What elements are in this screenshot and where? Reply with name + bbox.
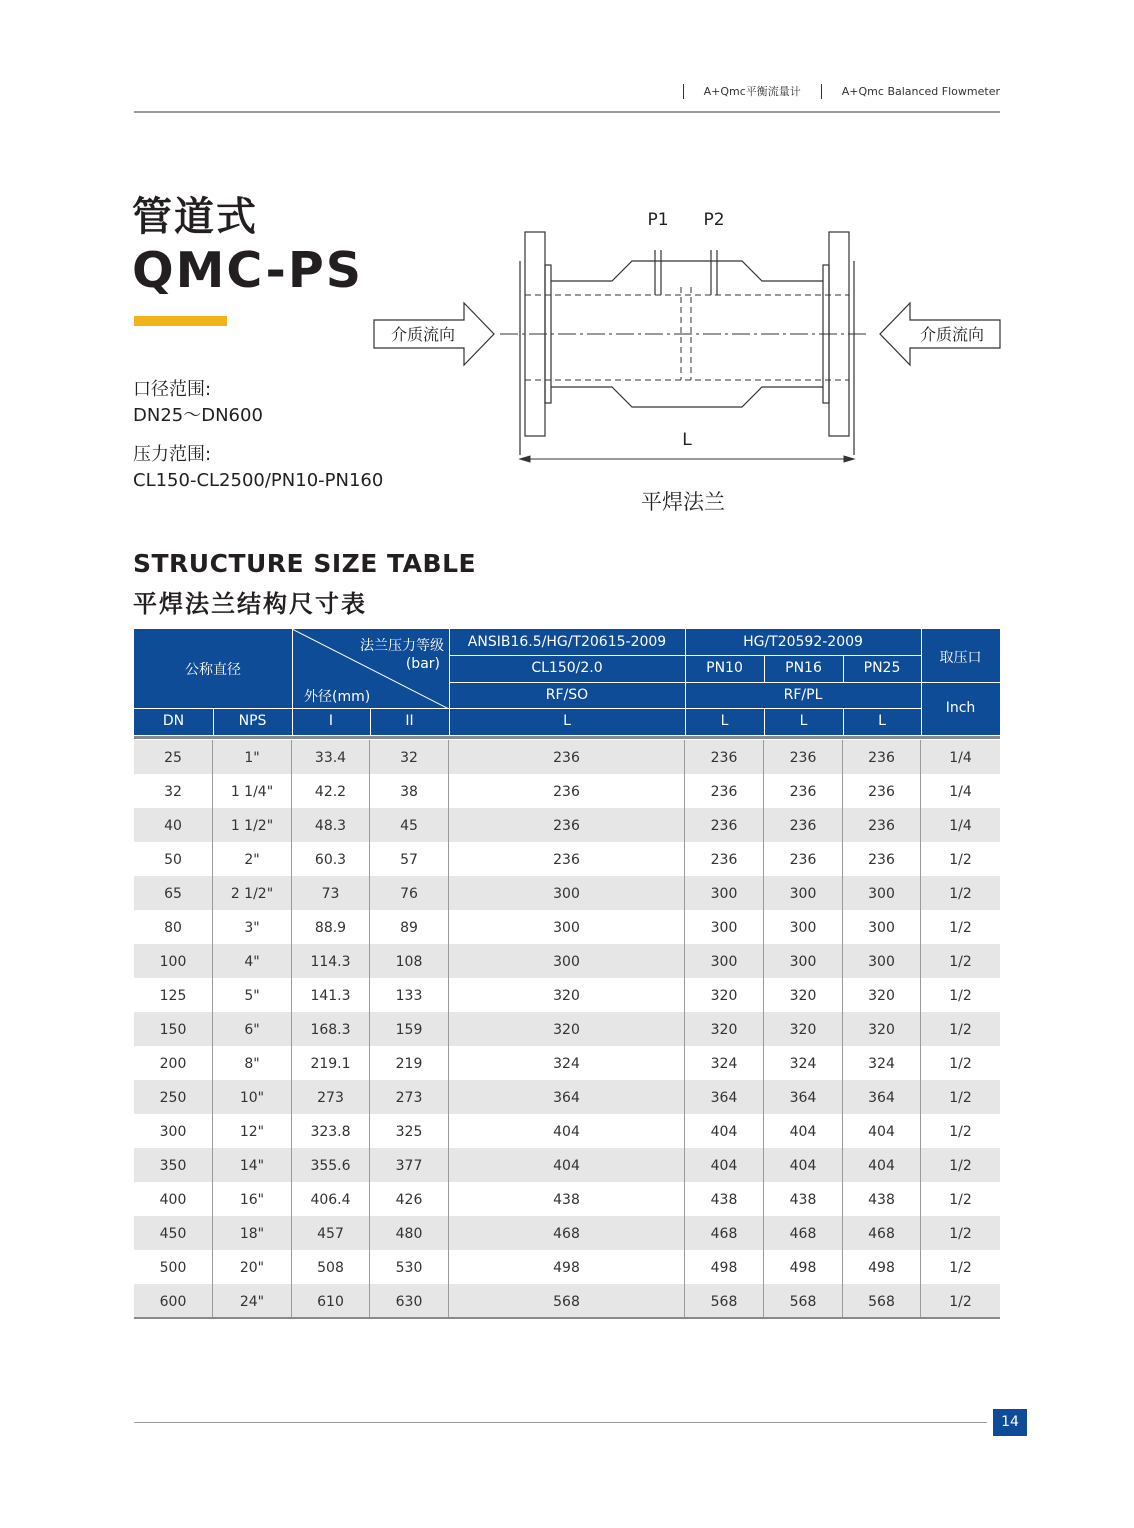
cell-l-pn25: 236 bbox=[843, 774, 921, 808]
th-nominal: 公称直径 bbox=[185, 662, 241, 678]
cell-l-pn25: 364 bbox=[843, 1080, 921, 1114]
cell-l-pn16: 324 bbox=[764, 1046, 843, 1080]
cell-dn: 100 bbox=[134, 944, 213, 978]
cell-dn: 450 bbox=[134, 1216, 213, 1250]
section-title-en: STRUCTURE SIZE TABLE bbox=[133, 549, 477, 578]
th-d1: I bbox=[328, 713, 334, 729]
cell-od-2: 325 bbox=[370, 1114, 449, 1148]
cell-l-pn16: 364 bbox=[764, 1080, 843, 1114]
cell-dn: 350 bbox=[134, 1148, 213, 1182]
cell-dn: 200 bbox=[134, 1046, 213, 1080]
cell-od-2: 530 bbox=[370, 1250, 449, 1284]
cell-od-1: 219.1 bbox=[292, 1046, 370, 1080]
cell-nps: 2" bbox=[213, 842, 292, 876]
cell-l-pn16: 568 bbox=[764, 1284, 843, 1318]
label-p2: P2 bbox=[703, 210, 725, 230]
cell-dn: 80 bbox=[134, 910, 213, 944]
cell-tap: 1/4 bbox=[949, 750, 972, 766]
cell-od-1: 508 bbox=[292, 1250, 370, 1284]
cell-tap: 1/2 bbox=[949, 1124, 972, 1140]
footer-rule bbox=[134, 1422, 987, 1423]
label-flow-left: 介质流向 bbox=[390, 325, 456, 344]
cell-l-pn25: 438 bbox=[843, 1182, 921, 1216]
cell-tap: 1/2 bbox=[949, 1260, 972, 1276]
cell-l-pn16: 404 bbox=[764, 1114, 843, 1148]
table-row bbox=[134, 1182, 1000, 1216]
cell-l-pn10: 498 bbox=[685, 1250, 764, 1284]
cell-tap: 1/2 bbox=[949, 1192, 972, 1208]
cell-od-1: 610 bbox=[292, 1284, 370, 1318]
header-rule bbox=[134, 111, 1000, 113]
cell-l-pn10: 320 bbox=[685, 1012, 764, 1046]
cell-l-pn16: 468 bbox=[764, 1216, 843, 1250]
cell-od-2: 159 bbox=[370, 1012, 449, 1046]
cell-dn: 300 bbox=[134, 1114, 213, 1148]
page-title-model: QMC-PS bbox=[132, 242, 364, 299]
table-row bbox=[134, 1250, 1000, 1284]
table-row bbox=[134, 876, 1000, 910]
cell-l-pn10: 468 bbox=[685, 1216, 764, 1250]
cell-l-pn16: 300 bbox=[764, 910, 843, 944]
cell-od-1: 355.6 bbox=[292, 1148, 370, 1182]
th-outer-dia: 外径(mm) bbox=[304, 689, 371, 705]
cell-tap: 1/4 bbox=[949, 784, 972, 800]
table-bottom-rule bbox=[134, 1317, 1000, 1319]
cell-od-1: 457 bbox=[292, 1216, 370, 1250]
cell-dn: 600 bbox=[134, 1284, 213, 1318]
cell-nps: 4" bbox=[213, 944, 292, 978]
cell-l-pn16: 320 bbox=[764, 1012, 843, 1046]
cell-l-pn10: 300 bbox=[685, 944, 764, 978]
cell-l-pn25: 236 bbox=[843, 842, 921, 876]
table-top-rule bbox=[134, 736, 1000, 739]
cell-nps: 12" bbox=[213, 1114, 292, 1148]
cell-tap: 1/2 bbox=[949, 1090, 972, 1106]
cell-l-pn10: 568 bbox=[685, 1284, 764, 1318]
cell-l-pn10: 300 bbox=[685, 876, 764, 910]
cell-l-ansi: 320 bbox=[449, 978, 685, 1012]
cell-od-2: 108 bbox=[370, 944, 449, 978]
th-nps: NPS bbox=[238, 713, 267, 729]
th-bar: (bar) bbox=[405, 656, 440, 672]
table-body bbox=[134, 740, 1000, 1318]
cell-od-1: 48.3 bbox=[292, 808, 370, 842]
pressure-value: CL150-CL2500/PN10-PN160 bbox=[133, 470, 384, 491]
pipe-body-top bbox=[551, 261, 823, 281]
cell-l-pn25: 498 bbox=[843, 1250, 921, 1284]
pipe-body-bottom bbox=[551, 387, 823, 407]
cell-dn: 65 bbox=[134, 876, 213, 910]
cell-tap: 1/2 bbox=[949, 1056, 972, 1072]
cell-dn: 25 bbox=[134, 740, 213, 774]
cell-l-pn16: 236 bbox=[764, 842, 843, 876]
cell-od-1: 273 bbox=[292, 1080, 370, 1114]
cell-l-ansi: 364 bbox=[449, 1080, 685, 1114]
th-ansi-face: RF/SO bbox=[545, 687, 589, 703]
cell-od-2: 480 bbox=[370, 1216, 449, 1250]
cell-l-pn16: 498 bbox=[764, 1250, 843, 1284]
cell-od-1: 114.3 bbox=[292, 944, 370, 978]
table-row bbox=[134, 910, 1000, 944]
cell-l-pn10: 300 bbox=[685, 910, 764, 944]
cell-nps: 6" bbox=[213, 1012, 292, 1046]
cell-l-pn25: 404 bbox=[843, 1114, 921, 1148]
th-flange-pressure: 法兰压力等级 bbox=[360, 638, 444, 654]
cell-l-ansi: 236 bbox=[449, 740, 685, 774]
label-flow-right: 介质流向 bbox=[919, 325, 985, 344]
cell-l-pn16: 236 bbox=[764, 774, 843, 808]
cell-l-pn10: 438 bbox=[685, 1182, 764, 1216]
cell-l-pn16: 438 bbox=[764, 1182, 843, 1216]
pressure-label: 压力范围: bbox=[133, 444, 212, 465]
bore-label: 口径范围: bbox=[133, 379, 212, 400]
cell-od-1: 42.2 bbox=[292, 774, 370, 808]
cell-dn: 125 bbox=[134, 978, 213, 1012]
cell-dn: 250 bbox=[134, 1080, 213, 1114]
cell-l-ansi: 438 bbox=[449, 1182, 685, 1216]
cell-l-ansi: 468 bbox=[449, 1216, 685, 1250]
th-l-ansi: L bbox=[563, 713, 571, 729]
cell-l-ansi: 300 bbox=[449, 944, 685, 978]
cell-tap: 1/2 bbox=[949, 886, 972, 902]
cell-l-pn25: 468 bbox=[843, 1216, 921, 1250]
cell-l-pn16: 320 bbox=[764, 978, 843, 1012]
th-l-pn25: L bbox=[878, 713, 886, 729]
th-dn: DN bbox=[162, 713, 185, 729]
table-row bbox=[134, 1046, 1000, 1080]
th-inch: Inch bbox=[945, 700, 976, 716]
cell-l-pn25: 236 bbox=[843, 740, 921, 774]
cell-tap: 1/2 bbox=[949, 920, 972, 936]
table-row bbox=[134, 842, 1000, 876]
cell-tap: 1/2 bbox=[949, 1294, 972, 1310]
cell-dn: 150 bbox=[134, 1012, 213, 1046]
table-row bbox=[134, 1216, 1000, 1250]
cell-od-2: 377 bbox=[370, 1148, 449, 1182]
cell-od-1: 33.4 bbox=[292, 740, 370, 774]
cell-tap: 1/2 bbox=[949, 1226, 972, 1242]
label-length: L bbox=[682, 430, 692, 450]
cell-od-1: 88.9 bbox=[292, 910, 370, 944]
cell-dn: 400 bbox=[134, 1182, 213, 1216]
cell-od-2: 57 bbox=[370, 842, 449, 876]
table-row bbox=[134, 1148, 1000, 1182]
th-pn16: PN16 bbox=[785, 660, 822, 676]
header-product-cn: A+Qmc平衡流量计 bbox=[703, 85, 801, 98]
cell-od-2: 38 bbox=[370, 774, 449, 808]
cell-l-pn25: 300 bbox=[843, 876, 921, 910]
table-row bbox=[134, 740, 1000, 774]
th-d2: II bbox=[405, 713, 414, 729]
cell-l-pn16: 236 bbox=[764, 808, 843, 842]
cell-od-1: 141.3 bbox=[292, 978, 370, 1012]
cell-nps: 24" bbox=[213, 1284, 292, 1318]
th-tap: 取压口 bbox=[939, 650, 982, 666]
cell-l-pn10: 320 bbox=[685, 978, 764, 1012]
cell-od-1: 73 bbox=[292, 876, 370, 910]
cell-dn: 40 bbox=[134, 808, 213, 842]
th-ansi-class: CL150/2.0 bbox=[531, 660, 603, 676]
cell-nps: 1 1/2" bbox=[213, 808, 292, 842]
table-row bbox=[134, 1284, 1000, 1318]
cell-od-1: 323.8 bbox=[292, 1114, 370, 1148]
cell-l-pn10: 236 bbox=[685, 808, 764, 842]
cell-tap: 1/2 bbox=[949, 1158, 972, 1174]
table-header bbox=[134, 629, 1000, 735]
cell-nps: 1 1/4" bbox=[213, 774, 292, 808]
cell-od-2: 89 bbox=[370, 910, 449, 944]
header-divider bbox=[821, 84, 822, 99]
cell-l-pn25: 300 bbox=[843, 910, 921, 944]
th-l-pn10: L bbox=[720, 713, 729, 729]
cell-l-pn25: 320 bbox=[843, 1012, 921, 1046]
cell-od-2: 76 bbox=[370, 876, 449, 910]
table-row bbox=[134, 978, 1000, 1012]
cell-tap: 1/2 bbox=[949, 1022, 972, 1038]
header-product-en: A+Qmc Balanced Flowmeter bbox=[841, 84, 1000, 98]
cell-dn: 50 bbox=[134, 842, 213, 876]
flowmeter-diagram bbox=[370, 195, 1010, 525]
table-row bbox=[134, 1080, 1000, 1114]
cell-l-pn10: 236 bbox=[685, 774, 764, 808]
page-title-cn: 管道式 bbox=[132, 194, 258, 240]
table-row bbox=[134, 944, 1000, 978]
th-hg-face: RF/PL bbox=[783, 687, 823, 703]
cell-l-pn25: 300 bbox=[843, 944, 921, 978]
cell-l-pn25: 568 bbox=[843, 1284, 921, 1318]
cell-od-2: 133 bbox=[370, 978, 449, 1012]
cell-l-pn16: 404 bbox=[764, 1148, 843, 1182]
cell-od-1: 168.3 bbox=[292, 1012, 370, 1046]
th-ansi-std: ANSIB16.5/HG/T20615-2009 bbox=[467, 634, 667, 650]
running-header bbox=[683, 83, 1000, 99]
cell-nps: 2 1/2" bbox=[213, 876, 292, 910]
cell-l-ansi: 404 bbox=[449, 1148, 685, 1182]
diagram-caption: 平焊法兰 bbox=[641, 490, 725, 514]
table-row bbox=[134, 1012, 1000, 1046]
cell-dn: 32 bbox=[134, 774, 213, 808]
table-row bbox=[134, 808, 1000, 842]
cell-l-pn10: 404 bbox=[685, 1114, 764, 1148]
cell-l-pn25: 324 bbox=[843, 1046, 921, 1080]
header-divider bbox=[683, 84, 684, 99]
label-p1: P1 bbox=[647, 210, 669, 230]
cell-od-2: 45 bbox=[370, 808, 449, 842]
cell-od-2: 32 bbox=[370, 740, 449, 774]
cell-l-ansi: 320 bbox=[449, 1012, 685, 1046]
cell-nps: 8" bbox=[213, 1046, 292, 1080]
th-l-pn16: L bbox=[799, 713, 808, 729]
cell-od-1: 60.3 bbox=[292, 842, 370, 876]
cell-l-ansi: 236 bbox=[449, 808, 685, 842]
cell-l-ansi: 236 bbox=[449, 774, 685, 808]
cell-l-pn16: 236 bbox=[764, 740, 843, 774]
cell-od-2: 273 bbox=[370, 1080, 449, 1114]
page-number: 14 bbox=[993, 1409, 1027, 1436]
cell-nps: 1" bbox=[213, 740, 292, 774]
table-row bbox=[134, 1114, 1000, 1148]
section-title-cn: 平焊法兰结构尺寸表 bbox=[133, 590, 367, 618]
cell-l-ansi: 568 bbox=[449, 1284, 685, 1318]
cell-l-ansi: 300 bbox=[449, 876, 685, 910]
th-pn25: PN25 bbox=[863, 660, 901, 676]
cell-l-pn10: 364 bbox=[685, 1080, 764, 1114]
cell-nps: 10" bbox=[213, 1080, 292, 1114]
cell-l-pn10: 404 bbox=[685, 1148, 764, 1182]
cell-l-pn16: 300 bbox=[764, 876, 843, 910]
cell-l-pn10: 236 bbox=[685, 842, 764, 876]
cell-l-pn25: 404 bbox=[843, 1148, 921, 1182]
cell-nps: 20" bbox=[213, 1250, 292, 1284]
cell-l-pn25: 320 bbox=[843, 978, 921, 1012]
th-hg-std: HG/T20592-2009 bbox=[743, 634, 863, 650]
cell-l-pn10: 324 bbox=[685, 1046, 764, 1080]
cell-tap: 1/2 bbox=[949, 988, 972, 1004]
cell-od-2: 630 bbox=[370, 1284, 449, 1318]
table-row bbox=[134, 774, 1000, 808]
cell-l-pn16: 300 bbox=[764, 944, 843, 978]
cell-nps: 5" bbox=[213, 978, 292, 1012]
cell-nps: 16" bbox=[213, 1182, 292, 1216]
cell-l-pn10: 236 bbox=[685, 740, 764, 774]
cell-od-2: 426 bbox=[370, 1182, 449, 1216]
cell-l-ansi: 236 bbox=[449, 842, 685, 876]
cell-l-ansi: 324 bbox=[449, 1046, 685, 1080]
cell-tap: 1/4 bbox=[949, 818, 972, 834]
title-accent-bar bbox=[134, 316, 227, 326]
cell-nps: 3" bbox=[213, 910, 292, 944]
cell-l-ansi: 404 bbox=[449, 1114, 685, 1148]
bore-value: DN25～DN600 bbox=[133, 405, 263, 426]
cell-l-pn25: 236 bbox=[843, 808, 921, 842]
cell-od-1: 406.4 bbox=[292, 1182, 370, 1216]
cell-nps: 14" bbox=[213, 1148, 292, 1182]
cell-tap: 1/2 bbox=[949, 852, 972, 868]
cell-l-ansi: 300 bbox=[449, 910, 685, 944]
cell-nps: 18" bbox=[213, 1216, 292, 1250]
cell-l-ansi: 498 bbox=[449, 1250, 685, 1284]
cell-dn: 500 bbox=[134, 1250, 213, 1284]
cell-tap: 1/2 bbox=[949, 954, 972, 970]
cell-od-2: 219 bbox=[370, 1046, 449, 1080]
th-pn10: PN10 bbox=[706, 660, 743, 676]
